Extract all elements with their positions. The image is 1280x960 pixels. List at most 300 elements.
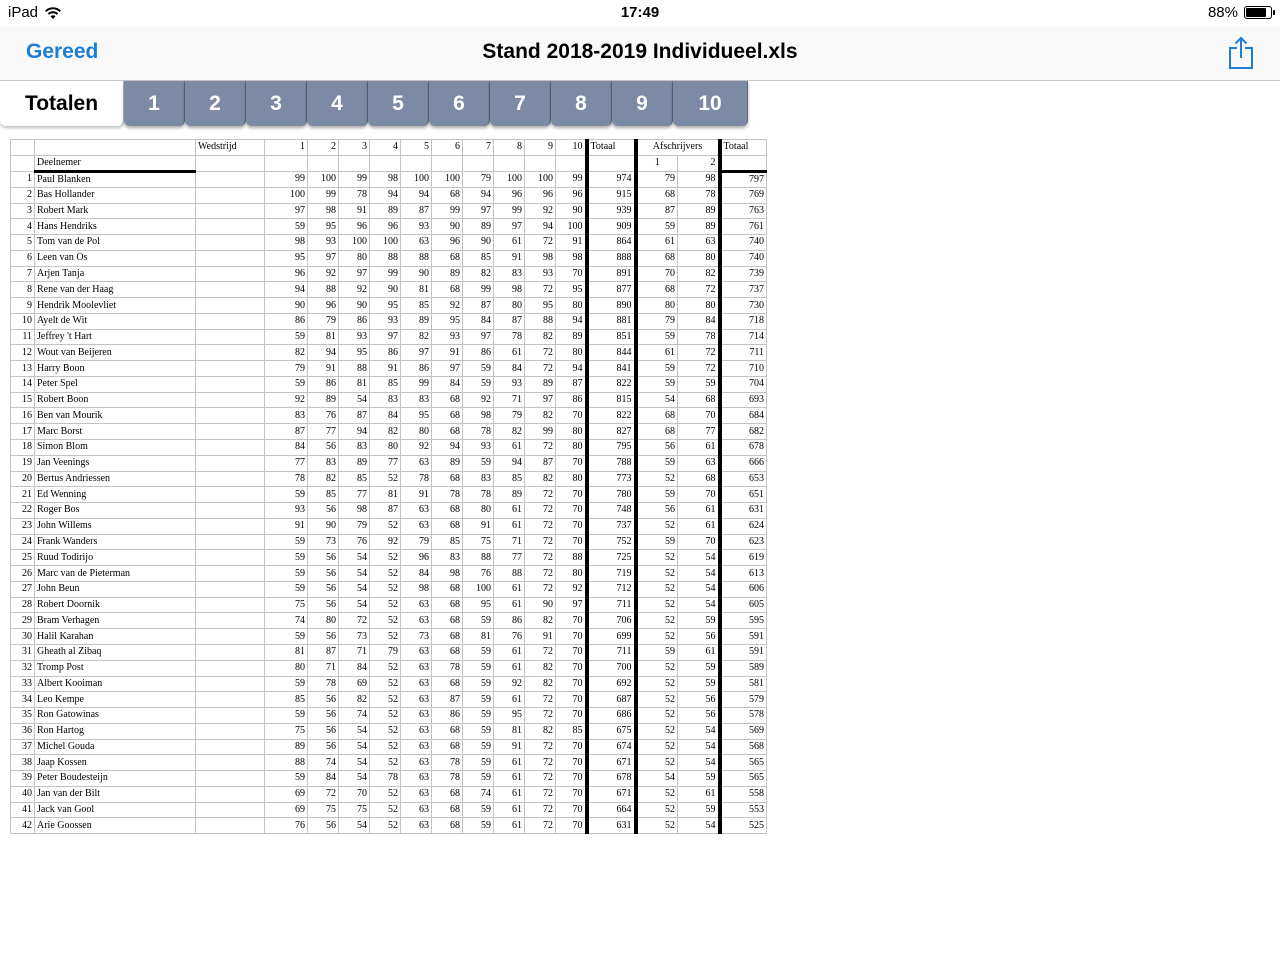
final-total-cell[interactable]: 666 bbox=[720, 455, 767, 471]
total-cell[interactable]: 844 bbox=[587, 345, 636, 361]
header-round[interactable]: 7 bbox=[463, 140, 494, 156]
header-cell[interactable] bbox=[265, 155, 308, 171]
header-cell[interactable] bbox=[11, 140, 35, 156]
afschrijver-2-cell[interactable]: 59 bbox=[678, 660, 720, 676]
score-cell[interactable]: 59 bbox=[463, 361, 494, 377]
score-cell[interactable]: 72 bbox=[525, 739, 556, 755]
afschrijver-2-cell[interactable]: 59 bbox=[678, 771, 720, 787]
participant-name-cell[interactable]: Robert Boon bbox=[35, 392, 196, 408]
score-cell[interactable]: 72 bbox=[525, 235, 556, 251]
score-cell[interactable]: 89 bbox=[432, 266, 463, 282]
total-cell[interactable]: 671 bbox=[587, 755, 636, 771]
cell[interactable] bbox=[196, 644, 265, 660]
score-cell[interactable]: 72 bbox=[339, 613, 370, 629]
afschrijver-2-cell[interactable]: 82 bbox=[678, 266, 720, 282]
score-cell[interactable]: 82 bbox=[525, 660, 556, 676]
score-cell[interactable]: 71 bbox=[494, 534, 525, 550]
score-cell[interactable]: 52 bbox=[370, 566, 401, 582]
score-cell[interactable]: 72 bbox=[308, 786, 339, 802]
header-cell[interactable] bbox=[720, 155, 767, 171]
score-cell[interactable]: 52 bbox=[370, 755, 401, 771]
score-cell[interactable]: 87 bbox=[494, 313, 525, 329]
score-cell[interactable]: 59 bbox=[265, 581, 308, 597]
score-cell[interactable]: 69 bbox=[265, 786, 308, 802]
rank-cell[interactable]: 26 bbox=[11, 566, 35, 582]
score-cell[interactable]: 82 bbox=[370, 424, 401, 440]
afschrijver-1-cell[interactable]: 54 bbox=[636, 771, 678, 787]
participant-name-cell[interactable]: Peter Spel bbox=[35, 376, 196, 392]
cell[interactable] bbox=[196, 250, 265, 266]
afschrijver-2-cell[interactable]: 54 bbox=[678, 818, 720, 834]
score-cell[interactable]: 86 bbox=[432, 708, 463, 724]
afschrijver-1-cell[interactable]: 52 bbox=[636, 676, 678, 692]
afschrijver-1-cell[interactable]: 59 bbox=[636, 644, 678, 660]
rank-cell[interactable]: 19 bbox=[11, 455, 35, 471]
afschrijver-1-cell[interactable]: 61 bbox=[636, 345, 678, 361]
score-cell[interactable]: 98 bbox=[339, 503, 370, 519]
score-cell[interactable]: 59 bbox=[265, 771, 308, 787]
score-cell[interactable]: 80 bbox=[556, 345, 587, 361]
afschrijver-2-cell[interactable]: 59 bbox=[678, 376, 720, 392]
total-cell[interactable]: 671 bbox=[587, 786, 636, 802]
rank-cell[interactable]: 38 bbox=[11, 755, 35, 771]
score-cell[interactable]: 73 bbox=[308, 534, 339, 550]
score-cell[interactable]: 72 bbox=[525, 644, 556, 660]
final-total-cell[interactable]: 739 bbox=[720, 266, 767, 282]
score-cell[interactable]: 59 bbox=[463, 771, 494, 787]
score-cell[interactable]: 59 bbox=[265, 550, 308, 566]
afschrijver-1-cell[interactable]: 68 bbox=[636, 250, 678, 266]
afschrijver-1-cell[interactable]: 80 bbox=[636, 298, 678, 314]
score-cell[interactable]: 93 bbox=[308, 235, 339, 251]
tab-totalen[interactable]: Totalen bbox=[0, 81, 124, 126]
score-cell[interactable]: 59 bbox=[463, 818, 494, 834]
rank-cell[interactable]: 30 bbox=[11, 629, 35, 645]
score-cell[interactable]: 82 bbox=[525, 471, 556, 487]
score-cell[interactable]: 68 bbox=[432, 408, 463, 424]
score-cell[interactable]: 85 bbox=[401, 298, 432, 314]
score-cell[interactable]: 70 bbox=[556, 518, 587, 534]
score-cell[interactable]: 72 bbox=[525, 534, 556, 550]
score-cell[interactable]: 68 bbox=[432, 802, 463, 818]
score-cell[interactable]: 99 bbox=[525, 424, 556, 440]
score-cell[interactable]: 86 bbox=[556, 392, 587, 408]
score-cell[interactable]: 84 bbox=[308, 771, 339, 787]
score-cell[interactable]: 98 bbox=[401, 581, 432, 597]
cell[interactable] bbox=[196, 613, 265, 629]
score-cell[interactable]: 77 bbox=[494, 550, 525, 566]
score-cell[interactable]: 59 bbox=[265, 534, 308, 550]
score-cell[interactable]: 54 bbox=[339, 739, 370, 755]
header-final-totaal[interactable]: Totaal bbox=[720, 140, 767, 156]
score-cell[interactable]: 89 bbox=[463, 219, 494, 235]
score-cell[interactable]: 72 bbox=[525, 581, 556, 597]
score-cell[interactable]: 72 bbox=[525, 440, 556, 456]
total-cell[interactable]: 664 bbox=[587, 802, 636, 818]
participant-name-cell[interactable]: Gheath al Zibaq bbox=[35, 644, 196, 660]
afschrijver-1-cell[interactable]: 52 bbox=[636, 802, 678, 818]
score-cell[interactable]: 78 bbox=[370, 771, 401, 787]
score-cell[interactable]: 95 bbox=[370, 298, 401, 314]
afschrijver-1-cell[interactable]: 52 bbox=[636, 613, 678, 629]
score-cell[interactable]: 95 bbox=[494, 708, 525, 724]
score-cell[interactable]: 80 bbox=[463, 503, 494, 519]
cell[interactable] bbox=[196, 203, 265, 219]
afschrijver-2-cell[interactable]: 98 bbox=[678, 171, 720, 187]
score-cell[interactable]: 93 bbox=[494, 376, 525, 392]
score-cell[interactable]: 90 bbox=[265, 298, 308, 314]
score-cell[interactable]: 63 bbox=[401, 708, 432, 724]
participant-name-cell[interactable]: Robert Mark bbox=[35, 203, 196, 219]
participant-name-cell[interactable]: Marc van de Pieterman bbox=[35, 566, 196, 582]
rank-cell[interactable]: 21 bbox=[11, 487, 35, 503]
score-cell[interactable]: 72 bbox=[525, 771, 556, 787]
final-total-cell[interactable]: 579 bbox=[720, 692, 767, 708]
score-cell[interactable]: 83 bbox=[494, 266, 525, 282]
score-cell[interactable]: 93 bbox=[432, 329, 463, 345]
cell[interactable] bbox=[196, 313, 265, 329]
total-cell[interactable]: 841 bbox=[587, 361, 636, 377]
afschrijver-1-cell[interactable]: 52 bbox=[636, 581, 678, 597]
score-cell[interactable]: 72 bbox=[525, 361, 556, 377]
score-cell[interactable]: 80 bbox=[401, 424, 432, 440]
score-cell[interactable]: 59 bbox=[463, 376, 494, 392]
final-total-cell[interactable]: 525 bbox=[720, 818, 767, 834]
score-cell[interactable]: 56 bbox=[308, 581, 339, 597]
tab-4[interactable]: 4 bbox=[307, 81, 368, 126]
total-cell[interactable]: 864 bbox=[587, 235, 636, 251]
participant-name-cell[interactable]: Ruud Todirijo bbox=[35, 550, 196, 566]
participant-name-cell[interactable]: Jack van Gool bbox=[35, 802, 196, 818]
total-cell[interactable]: 712 bbox=[587, 581, 636, 597]
score-cell[interactable]: 82 bbox=[494, 424, 525, 440]
score-cell[interactable]: 100 bbox=[401, 171, 432, 187]
score-cell[interactable]: 87 bbox=[339, 408, 370, 424]
score-cell[interactable]: 97 bbox=[525, 392, 556, 408]
score-cell[interactable]: 90 bbox=[308, 518, 339, 534]
afschrijver-1-cell[interactable]: 52 bbox=[636, 818, 678, 834]
afschrijver-1-cell[interactable]: 52 bbox=[636, 786, 678, 802]
cell[interactable] bbox=[196, 266, 265, 282]
score-cell[interactable]: 82 bbox=[525, 723, 556, 739]
score-cell[interactable]: 95 bbox=[556, 282, 587, 298]
score-cell[interactable]: 91 bbox=[525, 629, 556, 645]
score-cell[interactable]: 83 bbox=[370, 392, 401, 408]
rank-cell[interactable]: 10 bbox=[11, 313, 35, 329]
score-cell[interactable]: 94 bbox=[463, 187, 494, 203]
score-cell[interactable]: 61 bbox=[494, 644, 525, 660]
afschrijver-1-cell[interactable]: 52 bbox=[636, 471, 678, 487]
rank-cell[interactable]: 22 bbox=[11, 503, 35, 519]
score-cell[interactable]: 72 bbox=[525, 692, 556, 708]
afschrijver-1-cell[interactable]: 59 bbox=[636, 455, 678, 471]
score-cell[interactable]: 90 bbox=[556, 203, 587, 219]
score-cell[interactable]: 61 bbox=[494, 786, 525, 802]
final-total-cell[interactable]: 606 bbox=[720, 581, 767, 597]
rank-cell[interactable]: 37 bbox=[11, 739, 35, 755]
cell[interactable] bbox=[196, 802, 265, 818]
score-cell[interactable]: 97 bbox=[556, 597, 587, 613]
score-cell[interactable]: 82 bbox=[525, 613, 556, 629]
participant-name-cell[interactable]: Roger Bos bbox=[35, 503, 196, 519]
afschrijver-1-cell[interactable]: 52 bbox=[636, 518, 678, 534]
score-cell[interactable]: 81 bbox=[494, 723, 525, 739]
header-afs-1[interactable]: 1 bbox=[636, 155, 678, 171]
participant-name-cell[interactable]: Marc Borst bbox=[35, 424, 196, 440]
score-cell[interactable]: 92 bbox=[556, 581, 587, 597]
score-cell[interactable]: 84 bbox=[401, 566, 432, 582]
score-cell[interactable]: 54 bbox=[339, 581, 370, 597]
score-cell[interactable]: 85 bbox=[339, 471, 370, 487]
score-cell[interactable]: 78 bbox=[432, 755, 463, 771]
rank-cell[interactable]: 31 bbox=[11, 644, 35, 660]
rank-cell[interactable]: 32 bbox=[11, 660, 35, 676]
afschrijver-2-cell[interactable]: 54 bbox=[678, 739, 720, 755]
score-cell[interactable]: 75 bbox=[463, 534, 494, 550]
score-cell[interactable]: 61 bbox=[494, 771, 525, 787]
score-cell[interactable]: 94 bbox=[308, 345, 339, 361]
score-cell[interactable]: 54 bbox=[339, 597, 370, 613]
score-cell[interactable]: 86 bbox=[494, 613, 525, 629]
afschrijver-2-cell[interactable]: 61 bbox=[678, 503, 720, 519]
tab-8[interactable]: 8 bbox=[551, 81, 612, 126]
afschrijver-1-cell[interactable]: 59 bbox=[636, 361, 678, 377]
score-cell[interactable]: 79 bbox=[265, 361, 308, 377]
score-cell[interactable]: 52 bbox=[370, 597, 401, 613]
score-cell[interactable]: 52 bbox=[370, 676, 401, 692]
afschrijver-1-cell[interactable]: 68 bbox=[636, 187, 678, 203]
score-cell[interactable]: 61 bbox=[494, 345, 525, 361]
total-cell[interactable]: 851 bbox=[587, 329, 636, 345]
header-round[interactable]: 5 bbox=[401, 140, 432, 156]
score-cell[interactable]: 72 bbox=[525, 566, 556, 582]
afschrijver-2-cell[interactable]: 61 bbox=[678, 518, 720, 534]
score-cell[interactable]: 72 bbox=[525, 282, 556, 298]
score-cell[interactable]: 70 bbox=[556, 644, 587, 660]
score-cell[interactable]: 76 bbox=[463, 566, 494, 582]
score-cell[interactable]: 97 bbox=[265, 203, 308, 219]
cell[interactable] bbox=[196, 171, 265, 187]
cell[interactable] bbox=[196, 424, 265, 440]
rank-cell[interactable]: 9 bbox=[11, 298, 35, 314]
final-total-cell[interactable]: 710 bbox=[720, 361, 767, 377]
score-cell[interactable]: 99 bbox=[463, 282, 494, 298]
score-cell[interactable]: 93 bbox=[401, 219, 432, 235]
score-cell[interactable]: 91 bbox=[370, 361, 401, 377]
score-cell[interactable]: 84 bbox=[370, 408, 401, 424]
score-cell[interactable]: 97 bbox=[463, 329, 494, 345]
cell[interactable] bbox=[196, 708, 265, 724]
score-cell[interactable]: 80 bbox=[265, 660, 308, 676]
rank-cell[interactable]: 12 bbox=[11, 345, 35, 361]
score-cell[interactable]: 52 bbox=[370, 802, 401, 818]
afschrijver-1-cell[interactable]: 52 bbox=[636, 692, 678, 708]
score-cell[interactable]: 80 bbox=[556, 424, 587, 440]
score-cell[interactable]: 59 bbox=[463, 692, 494, 708]
header-afs-2[interactable]: 2 bbox=[678, 155, 720, 171]
afschrijver-2-cell[interactable]: 78 bbox=[678, 329, 720, 345]
final-total-cell[interactable]: 718 bbox=[720, 313, 767, 329]
score-cell[interactable]: 86 bbox=[401, 361, 432, 377]
participant-name-cell[interactable]: Leo Kempe bbox=[35, 692, 196, 708]
score-cell[interactable]: 85 bbox=[494, 471, 525, 487]
score-cell[interactable]: 79 bbox=[463, 171, 494, 187]
score-cell[interactable]: 70 bbox=[556, 534, 587, 550]
score-cell[interactable]: 86 bbox=[463, 345, 494, 361]
score-cell[interactable]: 52 bbox=[370, 581, 401, 597]
score-cell[interactable]: 98 bbox=[494, 282, 525, 298]
afschrijver-2-cell[interactable]: 59 bbox=[678, 676, 720, 692]
cell[interactable] bbox=[196, 471, 265, 487]
score-cell[interactable]: 52 bbox=[370, 629, 401, 645]
participant-name-cell[interactable]: John Beun bbox=[35, 581, 196, 597]
score-cell[interactable]: 79 bbox=[308, 313, 339, 329]
score-cell[interactable]: 68 bbox=[432, 424, 463, 440]
score-cell[interactable]: 87 bbox=[308, 644, 339, 660]
score-cell[interactable]: 63 bbox=[401, 755, 432, 771]
score-cell[interactable]: 61 bbox=[494, 802, 525, 818]
done-button[interactable]: Gereed bbox=[26, 40, 99, 63]
score-cell[interactable]: 63 bbox=[401, 771, 432, 787]
score-cell[interactable]: 56 bbox=[308, 629, 339, 645]
score-cell[interactable]: 76 bbox=[265, 818, 308, 834]
total-cell[interactable]: 675 bbox=[587, 723, 636, 739]
score-cell[interactable]: 91 bbox=[432, 345, 463, 361]
cell[interactable] bbox=[196, 566, 265, 582]
score-cell[interactable]: 79 bbox=[494, 408, 525, 424]
header-round[interactable]: 4 bbox=[370, 140, 401, 156]
score-cell[interactable]: 87 bbox=[265, 424, 308, 440]
score-cell[interactable]: 68 bbox=[432, 723, 463, 739]
score-cell[interactable]: 100 bbox=[339, 235, 370, 251]
score-cell[interactable]: 89 bbox=[525, 376, 556, 392]
afschrijver-1-cell[interactable]: 52 bbox=[636, 708, 678, 724]
rank-cell[interactable]: 42 bbox=[11, 818, 35, 834]
cell[interactable] bbox=[196, 629, 265, 645]
score-cell[interactable]: 70 bbox=[556, 771, 587, 787]
afschrijver-2-cell[interactable]: 56 bbox=[678, 692, 720, 708]
score-cell[interactable]: 61 bbox=[494, 581, 525, 597]
score-cell[interactable]: 68 bbox=[432, 629, 463, 645]
header-cell[interactable] bbox=[370, 155, 401, 171]
score-cell[interactable]: 87 bbox=[370, 503, 401, 519]
total-cell[interactable]: 752 bbox=[587, 534, 636, 550]
score-cell[interactable]: 79 bbox=[401, 534, 432, 550]
rank-cell[interactable]: 34 bbox=[11, 692, 35, 708]
final-total-cell[interactable]: 761 bbox=[720, 219, 767, 235]
score-cell[interactable]: 75 bbox=[265, 597, 308, 613]
header-afschrijvers[interactable]: Afschrijvers bbox=[636, 140, 720, 156]
score-cell[interactable]: 95 bbox=[463, 597, 494, 613]
score-cell[interactable]: 87 bbox=[556, 376, 587, 392]
score-cell[interactable]: 70 bbox=[556, 676, 587, 692]
afschrijver-1-cell[interactable]: 56 bbox=[636, 440, 678, 456]
score-cell[interactable]: 70 bbox=[556, 487, 587, 503]
total-cell[interactable]: 631 bbox=[587, 818, 636, 834]
score-cell[interactable]: 80 bbox=[556, 566, 587, 582]
score-cell[interactable]: 56 bbox=[308, 566, 339, 582]
score-cell[interactable]: 59 bbox=[463, 723, 494, 739]
score-cell[interactable]: 77 bbox=[265, 455, 308, 471]
cell[interactable] bbox=[196, 550, 265, 566]
score-cell[interactable]: 59 bbox=[463, 708, 494, 724]
score-cell[interactable]: 84 bbox=[339, 660, 370, 676]
tab-10[interactable]: 10 bbox=[673, 81, 748, 126]
afschrijver-1-cell[interactable]: 68 bbox=[636, 282, 678, 298]
score-cell[interactable]: 72 bbox=[525, 708, 556, 724]
score-cell[interactable]: 82 bbox=[525, 676, 556, 692]
final-total-cell[interactable]: 568 bbox=[720, 739, 767, 755]
tab-6[interactable]: 6 bbox=[429, 81, 490, 126]
cell[interactable] bbox=[196, 739, 265, 755]
score-cell[interactable]: 59 bbox=[265, 329, 308, 345]
afschrijver-2-cell[interactable]: 63 bbox=[678, 455, 720, 471]
rank-cell[interactable]: 3 bbox=[11, 203, 35, 219]
score-cell[interactable]: 56 bbox=[308, 739, 339, 755]
score-cell[interactable]: 52 bbox=[370, 723, 401, 739]
header-cell[interactable] bbox=[525, 155, 556, 171]
score-cell[interactable]: 63 bbox=[401, 235, 432, 251]
final-total-cell[interactable]: 740 bbox=[720, 250, 767, 266]
final-total-cell[interactable]: 624 bbox=[720, 518, 767, 534]
score-cell[interactable]: 70 bbox=[556, 629, 587, 645]
total-cell[interactable]: 719 bbox=[587, 566, 636, 582]
score-cell[interactable]: 89 bbox=[401, 313, 432, 329]
header-round[interactable]: 10 bbox=[556, 140, 587, 156]
score-cell[interactable]: 94 bbox=[401, 187, 432, 203]
score-cell[interactable]: 97 bbox=[463, 203, 494, 219]
score-cell[interactable]: 78 bbox=[308, 676, 339, 692]
afschrijver-2-cell[interactable]: 89 bbox=[678, 203, 720, 219]
score-cell[interactable]: 100 bbox=[463, 581, 494, 597]
header-cell[interactable] bbox=[11, 155, 35, 171]
score-cell[interactable]: 88 bbox=[370, 250, 401, 266]
afschrijver-1-cell[interactable]: 70 bbox=[636, 266, 678, 282]
score-cell[interactable]: 68 bbox=[432, 613, 463, 629]
cell[interactable] bbox=[196, 723, 265, 739]
participant-name-cell[interactable]: Tromp Post bbox=[35, 660, 196, 676]
score-cell[interactable]: 76 bbox=[339, 534, 370, 550]
score-cell[interactable]: 52 bbox=[370, 471, 401, 487]
header-cell[interactable] bbox=[432, 155, 463, 171]
score-cell[interactable]: 84 bbox=[432, 376, 463, 392]
final-total-cell[interactable]: 565 bbox=[720, 755, 767, 771]
cell[interactable] bbox=[196, 771, 265, 787]
total-cell[interactable]: 700 bbox=[587, 660, 636, 676]
afschrijver-2-cell[interactable]: 72 bbox=[678, 282, 720, 298]
final-total-cell[interactable]: 591 bbox=[720, 629, 767, 645]
score-cell[interactable]: 72 bbox=[525, 487, 556, 503]
rank-cell[interactable]: 29 bbox=[11, 613, 35, 629]
score-cell[interactable]: 80 bbox=[339, 250, 370, 266]
score-cell[interactable]: 63 bbox=[401, 518, 432, 534]
score-cell[interactable]: 89 bbox=[339, 455, 370, 471]
score-cell[interactable]: 59 bbox=[463, 676, 494, 692]
score-cell[interactable]: 52 bbox=[370, 739, 401, 755]
score-cell[interactable]: 78 bbox=[339, 187, 370, 203]
score-cell[interactable]: 68 bbox=[432, 250, 463, 266]
participant-name-cell[interactable]: Rene van der Haag bbox=[35, 282, 196, 298]
score-cell[interactable]: 68 bbox=[432, 518, 463, 534]
score-cell[interactable]: 85 bbox=[556, 723, 587, 739]
score-cell[interactable]: 56 bbox=[308, 550, 339, 566]
score-cell[interactable]: 78 bbox=[463, 487, 494, 503]
score-cell[interactable]: 71 bbox=[339, 644, 370, 660]
score-cell[interactable]: 80 bbox=[556, 471, 587, 487]
score-cell[interactable]: 99 bbox=[432, 203, 463, 219]
score-cell[interactable]: 68 bbox=[432, 392, 463, 408]
score-cell[interactable]: 78 bbox=[432, 487, 463, 503]
